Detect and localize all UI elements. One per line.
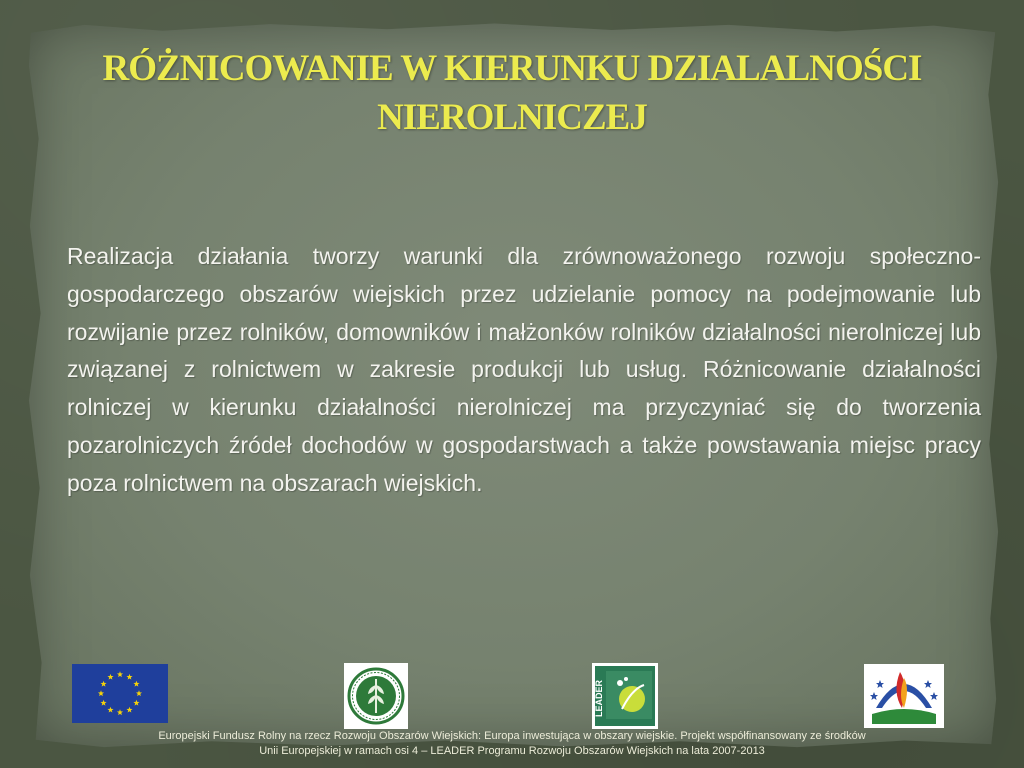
- slide-title-line1: RÓŻNICOWANIE W KIERUNKU DZIALALNOŚCI: [102, 48, 922, 89]
- footer-text: [40, 729, 984, 759]
- body-paragraph: Realizacja działania tworzy warunki dla zrównoważonego rozwoju społeczno-gospodarczego obszarów wiejskich przez udzielanie pomocy na podejmowanie lub rozwijanie przez rolników, domowników i małżonków rolników działalności nierolniczej lub związanej z rolnictwem w zakresie produkcji lub usług. Różnicowanie działalności rolniczej w kierunku działalności nierolniczej ma przyczyniać się do tworzenia pozarolniczych źródeł dochodów w gospodarstwach a także powstawania miejsc pracy poza rolnictwem na obszarach wiejskich.: [67, 243, 981, 496]
- slide-title-line2: NIEROLNICZEJ: [377, 97, 647, 138]
- footer-line1: Europejski Fundusz Rolny na rzecz Rozwoju Obszarów Wiejskich: Europa inwestująca w obszary wiejskie. Projekt współfinansowany ze środków: [158, 730, 866, 742]
- slide-title: [40, 44, 984, 142]
- leader-logo-icon: [592, 663, 658, 729]
- footer-line2: Unii Europejskiej w ramach osi 4 – LEADER Programu Rozwoju Obszarów Wiejskich na lata 2007-2013: [259, 745, 765, 757]
- psor-logo-icon: [864, 664, 944, 728]
- prow-logo-icon: [344, 663, 408, 729]
- eu-flag-icon: [72, 664, 168, 723]
- leader-logo-text: LEADER: [594, 679, 604, 717]
